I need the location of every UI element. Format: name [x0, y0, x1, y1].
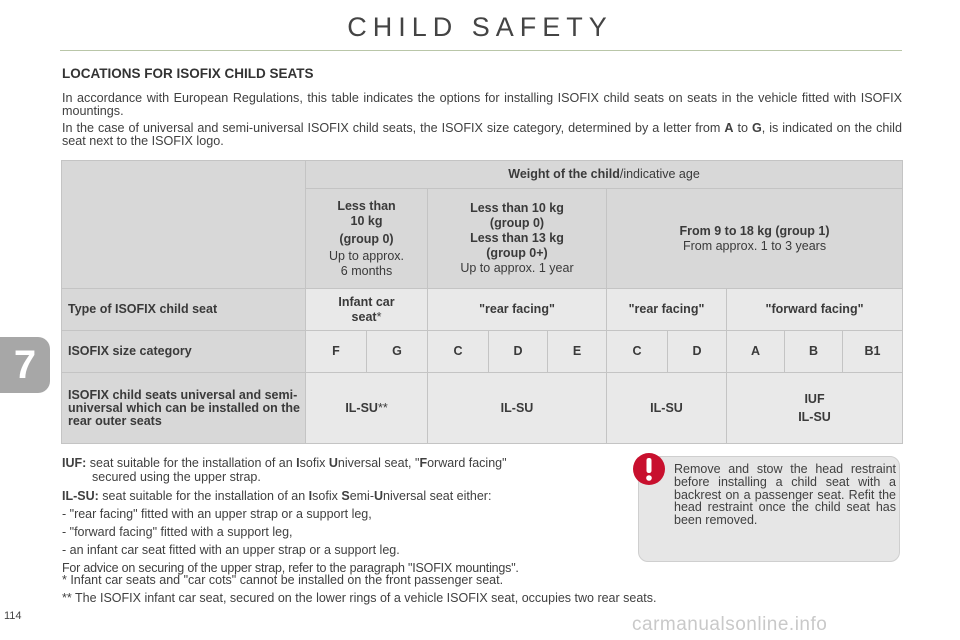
iuf-definition: IUF: seat suitable for the installation of an Isofix Universal seat, "Forward facing": [62, 456, 507, 470]
list-item: - an infant car seat fitted with an upper strap or a support leg.: [62, 543, 400, 557]
page-title: CHILD SAFETY: [347, 12, 613, 42]
intro-paragraph-1: In accordance with European Regulations, this table indicates the options for installing ISOFIX child seats on seats in the vehicle fitted with ISOFIX mountings.: [62, 91, 902, 118]
infant-seat-cell: Infant car seat*: [306, 289, 428, 331]
universal-cell-3: IL-SU: [607, 373, 727, 444]
universal-cell-4: IUF IL-SU: [727, 373, 903, 444]
exclamation-icon: [632, 452, 666, 486]
group-0plus-header: Less than 10 kg (group 0) Less than 13 kg (group 0+) Up to approx. 1 year: [428, 189, 607, 289]
footnote-1: * Infant car seats and "car cots" cannot be installed on the front passenger seat.: [62, 573, 504, 587]
group-0-header: Less than 10 kg (group 0) Up to approx. 6 months: [306, 189, 428, 289]
iuf-definition-cont: secured using the upper strap.: [92, 470, 261, 484]
page-number: 114: [4, 610, 22, 622]
size-cell: B1: [843, 331, 903, 373]
size-row-label: ISOFIX size category: [62, 331, 306, 373]
definitions: [62, 456, 622, 575]
size-cell: G: [367, 331, 428, 373]
size-cell: C: [428, 331, 489, 373]
universal-cell-2: IL-SU: [428, 373, 607, 444]
warning-text: Remove and stow the head restraint before installing a child seat with a backrest on a passenger seat. Refit the head restraint once the child seat has been removed.: [674, 462, 896, 528]
type-row-label: Type of ISOFIX child seat: [62, 289, 306, 331]
intro-paragraph-2: In the case of universal and semi-universal ISOFIX child seats, the ISOFIX size category, determined by a letter from A to G, is indicated on the child seat next to the ISOFIX logo.: [62, 121, 902, 148]
size-cell: D: [668, 331, 727, 373]
size-cell: D: [489, 331, 548, 373]
letter-a: A: [724, 121, 734, 135]
section-heading: LOCATIONS FOR ISOFIX CHILD SEATS: [62, 66, 314, 81]
size-cell: F: [306, 331, 367, 373]
size-cell: E: [548, 331, 607, 373]
footnote-2: ** The ISOFIX infant car seat, secured on the lower rings of a vehicle ISOFIX seat, occupies two rear seats.: [62, 591, 657, 605]
ilsu-definition: IL-SU: seat suitable for the installation of an Isofix Semi-Universal seat either:: [62, 489, 492, 503]
size-cell: B: [785, 331, 843, 373]
list-item: - "forward facing" fitted with a support leg,: [62, 525, 293, 539]
title-divider: [60, 50, 902, 51]
universal-row-label: ISOFIX child seats universal and semi-universal which can be installed on the rear outer seats: [62, 373, 306, 444]
forward-facing-cell: "forward facing": [727, 289, 903, 331]
universal-cell-1: IL-SU**: [306, 373, 428, 444]
watermark: carmanualsonline.info: [632, 614, 828, 635]
letter-g: G: [751, 121, 762, 135]
rear-facing-cell-2: "rear facing": [607, 289, 727, 331]
group-1-header: From 9 to 18 kg (group 1) From approx. 1 to 3 years: [607, 189, 903, 289]
rear-facing-cell-1: "rear facing": [428, 289, 607, 331]
table-corner: [62, 161, 306, 289]
list-item: - "rear facing" fitted with an upper strap or a support leg,: [62, 507, 372, 521]
size-cell: C: [607, 331, 668, 373]
advice-text: For advice on securing of the upper strap, refer to the paragraph "ISOFIX mountings".: [62, 561, 519, 575]
chapter-number: 7: [13, 343, 37, 387]
size-cell: A: [727, 331, 785, 373]
isofix-table: [61, 160, 903, 444]
weight-header: Weight of the child/indicative age: [306, 161, 903, 189]
